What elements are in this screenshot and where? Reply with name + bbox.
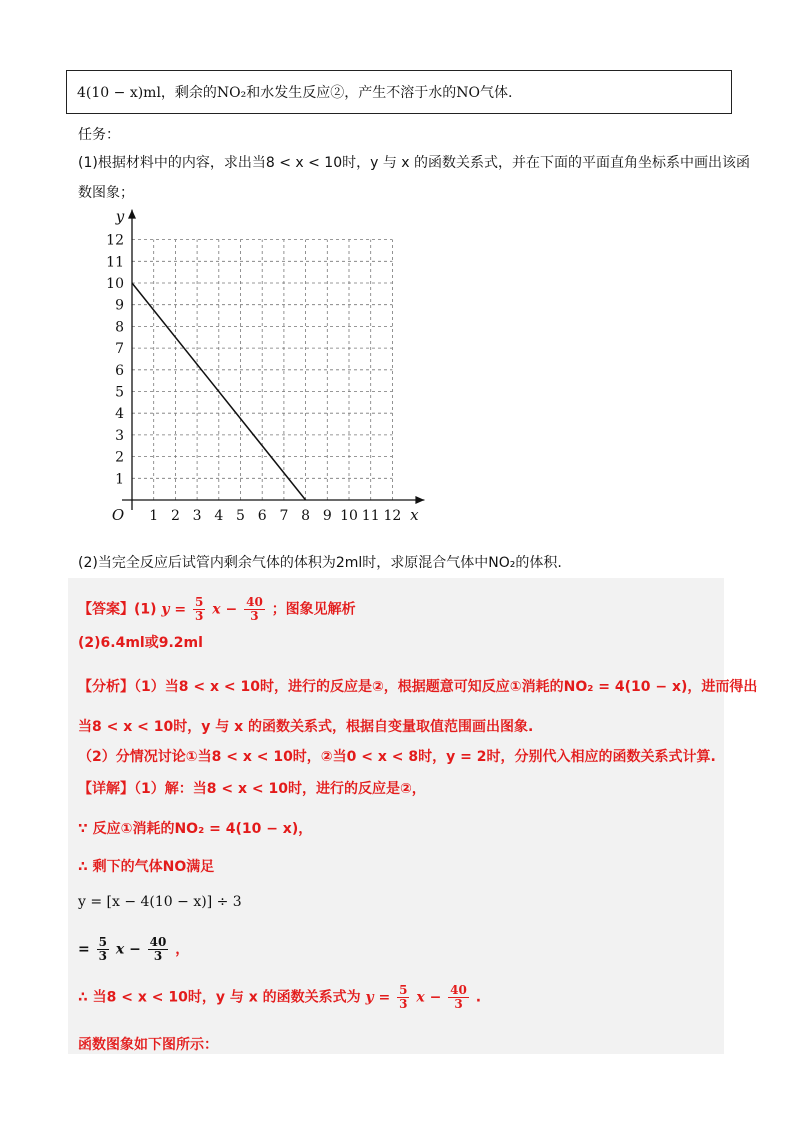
- x-tick-label: 12: [383, 508, 402, 524]
- detail-line-3: ∴ 剩下的气体NO满足: [78, 859, 215, 875]
- detail-line-2: ∵ 反应①消耗的NO₂ = 4(10 − x)，: [78, 821, 313, 837]
- x-tick-label: 11: [361, 508, 380, 524]
- y-tick-label: 11: [106, 254, 124, 271]
- analysis-line-3: （2）分情况讨论①当8 < x < 10时，②当0 < x < 8时，y = 2时，分别代入相应的函数关系式计算.: [78, 749, 716, 765]
- answer-label: 【答案】: [78, 601, 134, 618]
- fraction: $\frac{40}{3}$: [450, 983, 467, 1011]
- fraction: $\frac{5}{3}$: [195, 595, 204, 623]
- x-tick-label: 7: [279, 508, 289, 524]
- coordinate-plane: [100, 200, 440, 530]
- question-1-line1: (1)根据材料中的内容，求出当8 < x < 10时，y 与 x 的函数关系式，并在下面的平面直角坐标系中画出该函: [78, 155, 751, 171]
- answer-line-2: (2)6.4ml或9.2ml: [78, 635, 203, 651]
- detail-label: 【详解】: [78, 781, 134, 797]
- y-tick-label: 12: [106, 232, 124, 249]
- detail-line-7: 函数图象如下图所示：: [78, 1037, 218, 1053]
- fraction: $\frac{40}{3}$: [246, 595, 263, 623]
- material-text: 4(10 − x)ml，剩余的NO₂和水发生反应②，产生不溶于水的NO气体.: [77, 85, 513, 101]
- y-tick-label: 5: [115, 384, 124, 401]
- origin-label: O: [111, 506, 125, 524]
- fraction: $\frac{40}{3}$: [149, 935, 167, 963]
- x-tick-label: 9: [322, 508, 332, 524]
- y-tick-label: 9: [115, 297, 124, 314]
- analysis-line-2: 当8 < x < 10时，y 与 x 的函数关系式，根据自变量取值范围画出图象.: [78, 719, 534, 735]
- x-axis-arrow: [415, 496, 424, 504]
- detail-line-4: y = [x − 4(10 − x)] ÷ 3: [78, 894, 242, 910]
- x-tick-label: 3: [192, 508, 202, 524]
- y-tick-label: 7: [115, 341, 124, 358]
- y-tick-label: 3: [115, 427, 124, 444]
- detail-line-1: 【详解】（1）解：当8 < x < 10时，进行的反应是②，: [78, 781, 426, 797]
- x-tick-label: 2: [170, 508, 180, 524]
- y-tick-label: 8: [115, 319, 124, 336]
- y-tick-label: 10: [106, 276, 124, 292]
- x-tick-label: 4: [214, 508, 224, 524]
- x-tick-label: 6: [257, 508, 267, 524]
- y-axis-label: y: [115, 207, 125, 226]
- question-1-line2: 数图象；: [78, 185, 134, 201]
- x-tick-label: 10: [340, 508, 358, 524]
- analysis-label: 【分析】: [78, 679, 134, 695]
- fraction: $\frac{5}{3}$: [98, 935, 107, 963]
- y-tick-label: 2: [115, 449, 124, 466]
- detail-line-6: ∴ 当8 < x < 10时，y 与 x 的函数关系式为 y = $\frac{5}{3}$ x − $\frac{40}{3}$ .: [78, 983, 482, 1011]
- answer-line-1: 【答案】(1) y = $\frac{5}{3}$ x − $\frac{40}{3}$ ；图象见解析: [78, 595, 356, 623]
- fraction: $\frac{5}{3}$: [399, 983, 408, 1011]
- x-tick-label: 5: [236, 508, 245, 524]
- y-tick-label: 1: [115, 471, 124, 488]
- y-axis-arrow: [128, 210, 136, 219]
- question-2: (2)当完全反应后试管内剩余气体的体积为2ml时，求原混合气体中NO₂的体积.: [78, 555, 562, 571]
- y-tick-label: 4: [115, 406, 124, 423]
- task-label: 任务：: [78, 127, 120, 143]
- x-axis-label: x: [410, 506, 419, 524]
- material-box: [66, 70, 732, 114]
- y-tick-label: 6: [115, 362, 124, 379]
- analysis-line-1: 【分析】（1）当8 < x < 10时，进行的反应是②，根据题意可知反应①消耗的NO₂ = 4(10 − x)，进而得出: [78, 679, 758, 695]
- detail-line-5: = $\frac{5}{3}$ x − $\frac{40}{3}$ ，: [78, 935, 190, 963]
- x-tick-label: 8: [301, 508, 311, 524]
- x-tick-label: 1: [149, 508, 159, 524]
